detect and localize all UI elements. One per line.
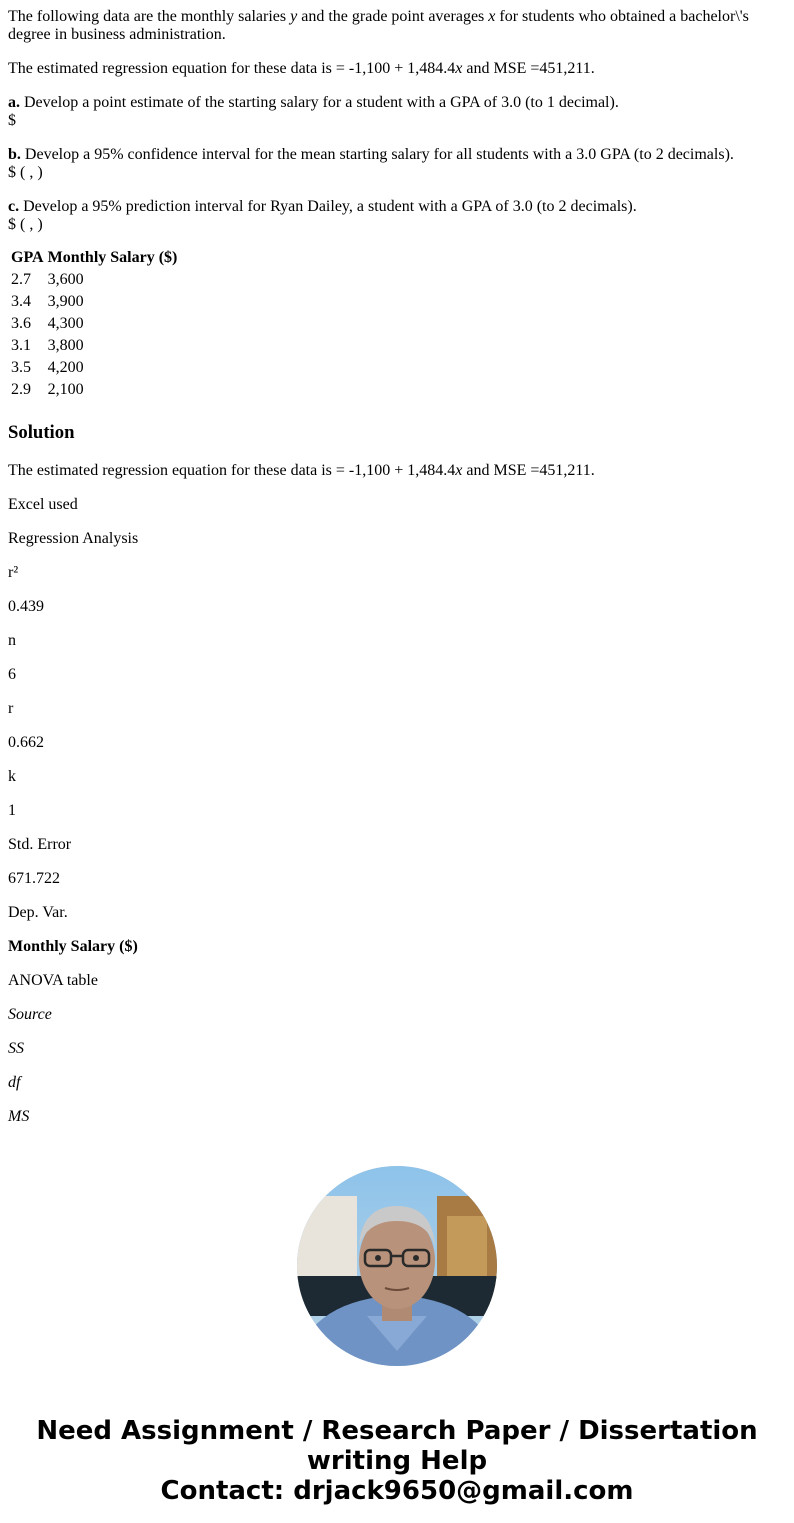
solution-line: 0.439 [8,598,44,615]
solution-line: 0.662 [8,734,44,751]
solution-line: Excel used [8,496,78,513]
data-table [8,246,180,402]
solution-line: 6 [8,666,16,683]
question-c: c. Develop a 95% prediction interval for Ryan Dailey, a student with a GPA of 3.0 (to 2 decimals). $ ( , ) [8,198,637,233]
solution-equation: The estimated regression equation for these data is = -1,100 + 1,484.4x and MSE =451,211. [8,462,595,479]
solution-line: SS [8,1040,24,1057]
ad-banner [8,1416,786,1506]
answer-c: $ ( , ) [8,216,43,233]
header-gpa: GPA [11,249,44,266]
author-avatar [297,1166,497,1366]
ad-line-1: Need Assignment / Research Paper / Dissertation [36,1416,758,1446]
table-row: 3.6 4,300 [11,315,84,332]
ad-contact[interactable]: Contact: drjack9650@gmail.com [160,1476,634,1506]
header-salary: Monthly Salary ($) [47,249,178,266]
table-header-row [10,248,178,268]
solution-line: df [8,1074,21,1091]
solution-line: Monthly Salary ($) [8,938,138,955]
solution-lines [8,496,786,1126]
table-row: 3.5 4,200 [11,359,84,376]
question-intro: The following data are the monthly salaries y and the grade point averages x for students who obtained a bachelor\'s degree in business administration. [8,8,749,43]
table-row: 3.1 3,800 [11,337,84,354]
solution-line: k [8,768,16,785]
solution-line: n [8,632,16,649]
solution-line: Regression Analysis [8,530,139,547]
solution-line: Source [8,1006,52,1023]
solution-line: 1 [8,802,16,819]
solution-heading: Solution [8,422,75,443]
ad-line-2: writing Help [306,1446,488,1476]
table-row: 2.9 2,100 [11,381,84,398]
person-photo-icon [297,1166,497,1366]
answer-a: $ [8,112,16,129]
question-a: a. Develop a point estimate of the starting salary for a student with a GPA of 3.0 (to 1 decimal). $ [8,94,619,129]
solution-line: Dep. Var. [8,904,68,921]
table-row: 2.7 3,600 [11,271,84,288]
avatar-wrap [8,1166,786,1366]
table-row: 3.4 3,900 [11,293,84,310]
solution-line: r² [8,564,19,581]
answer-b: $ ( , ) [8,164,43,181]
solution-line: Std. Error [8,836,72,853]
solution-line: ANOVA table [8,972,98,989]
question-equation: The estimated regression equation for these data is = -1,100 + 1,484.4x and MSE =451,211. [8,60,595,77]
solution-line: r [8,700,14,717]
solution-line: MS [8,1108,30,1125]
question-b: b. Develop a 95% confidence interval for the mean starting salary for all students with a 3.0 GPA (to 2 decimals). $ ( , ) [8,146,734,181]
solution-line: 671.722 [8,870,60,887]
